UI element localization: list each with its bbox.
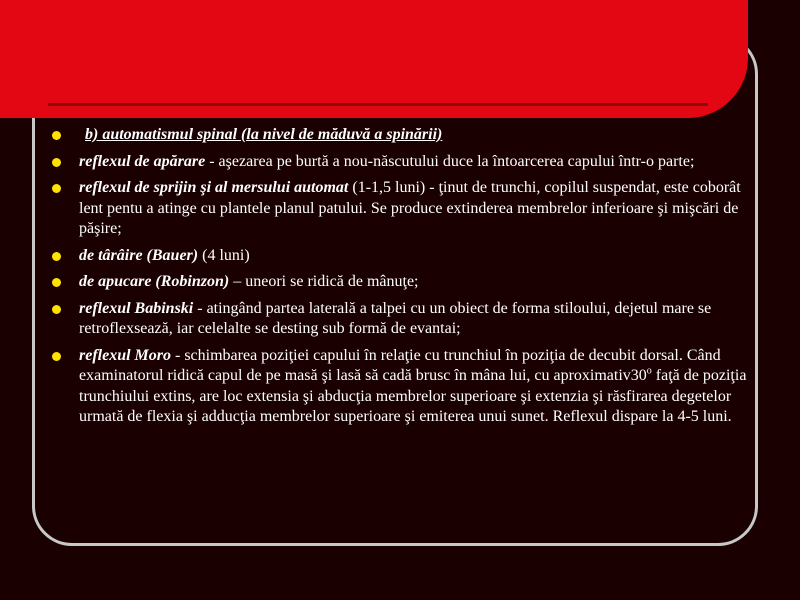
bullet-icon (52, 278, 61, 287)
list-item (52, 272, 758, 293)
bullet-icon (52, 352, 61, 361)
item-text: - atingând partea laterală a talpei cu un obiect de forma stiloului, dejetul mare se retroflexsează, iar celelalte se desting sub formă de evantai; (79, 299, 712, 337)
degree-superscript: o (646, 365, 652, 377)
item-term: de apucare (Robinzon) (79, 273, 230, 290)
item-term: reflexul Moro (79, 346, 171, 364)
item-text-continued: faţă de poziţia trunchiului extins, are loc extensia şi abducţia membrelor superioare şi extenzia şi răsfirarea degetelor urmată de flexia şi adducţia membrelor superioare şi emiterea unui sunet. Reflexul dispare la 4-5 luni. (79, 367, 747, 425)
list-item (52, 152, 758, 173)
bullet-icon (52, 252, 61, 261)
item-text: (1-1,5 luni) - ţinut de trunchi, copilul suspendat, este coborât lent pentu a atinge cu plantele planul patului. Se produce extinderea membrelor inferioare şi mişcări de păşire; (79, 179, 741, 237)
item-text: (4 luni) (198, 246, 250, 264)
bullet-icon (52, 131, 61, 140)
section-heading: b) automatismul spinal (la nivel de măduvă a spinării) (85, 126, 443, 143)
list-item (52, 299, 758, 340)
item-term: reflexul de sprijin şi al mersului automat (79, 179, 349, 196)
item-text: - aşezarea pe burtă a nou-născutului duce la întoarcerea capului într-o parte; (205, 152, 695, 170)
item-term: de târâire (Bauer) (79, 246, 199, 264)
list-item (52, 346, 758, 428)
bullet-list (52, 125, 758, 434)
list-item (52, 246, 758, 267)
item-term: reflexul Babinski (79, 299, 194, 317)
bullet-icon (52, 184, 61, 193)
item-text: - schimbarea poziţiei capului în relaţie cu trunchiul în poziţia de decubit dorsal. Când examinatorul ridică capul de pe masă şi lasă să cadă brusc în mâna lui, cu aproximativ30 (79, 346, 721, 384)
bullet-icon (52, 158, 61, 167)
list-item (52, 178, 758, 240)
bullet-icon (52, 305, 61, 314)
header-band (0, 0, 748, 118)
item-term: reflexul de apărare (79, 152, 206, 170)
header-divider (48, 103, 708, 106)
list-item-heading (52, 125, 758, 146)
item-text: – uneori se ridică de mânuţe; (229, 273, 419, 290)
